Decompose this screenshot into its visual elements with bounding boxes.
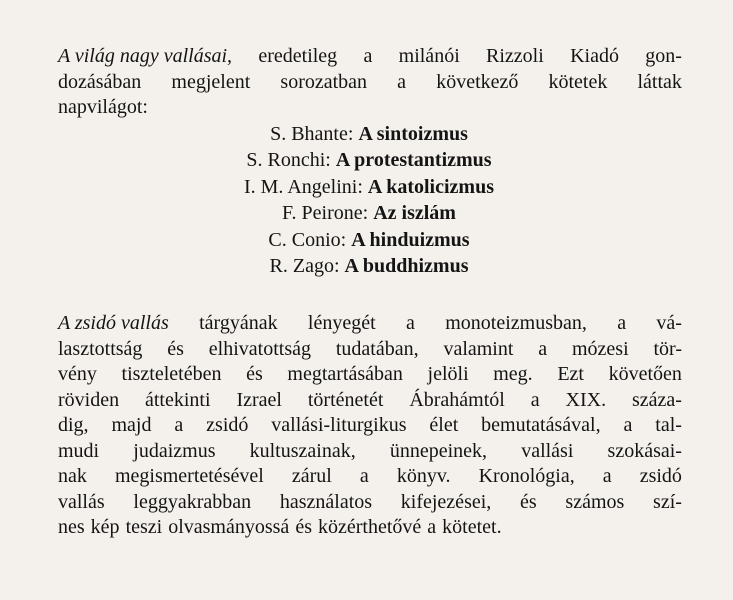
series-author: S. Bhante: (270, 122, 354, 145)
description-line (58, 362, 682, 388)
word: számos (565, 490, 625, 513)
word: történetét (307, 388, 384, 411)
series-entry (56, 253, 682, 280)
word: a (174, 414, 184, 436)
word: lasztottság (58, 337, 143, 360)
word: röviden (58, 388, 120, 411)
intro-line (58, 44, 682, 70)
word: zsidó (639, 465, 682, 487)
description-line (58, 388, 682, 414)
word: milánói (398, 45, 460, 67)
word: zárul (291, 465, 332, 487)
description-line (58, 439, 682, 465)
word: tal- (655, 414, 682, 436)
word: kifejezései, (400, 490, 492, 513)
word: kultuszainak, (249, 439, 356, 462)
word: a (359, 465, 369, 487)
word: a (397, 70, 407, 93)
word: láttak (637, 70, 682, 93)
word: kép (90, 516, 120, 538)
word: leggyakrabban (133, 490, 252, 513)
word: a (617, 312, 627, 334)
word: és (246, 363, 263, 385)
word: bemutatásával, (481, 414, 601, 436)
series-book-title: A sintoizmus (358, 122, 468, 145)
word: Ezt (557, 363, 584, 385)
word: lényegét (307, 312, 376, 334)
word: ünnepeinek, (389, 439, 488, 462)
word: vallás (58, 490, 105, 513)
word: következő (436, 70, 519, 93)
series-author: S. Ronchi: (246, 149, 331, 171)
word: napvilágot: (58, 96, 148, 118)
series-entry (56, 227, 682, 254)
series-author: C. Conio: (268, 228, 347, 251)
word: kötetek (548, 70, 608, 93)
description-line (58, 490, 682, 516)
word: sorozatban (280, 70, 368, 93)
word: száza- (632, 388, 682, 411)
series-entry (56, 147, 682, 174)
word: Ábrahámtól (409, 388, 505, 411)
word: Izrael (236, 388, 282, 411)
word: nak (58, 465, 87, 487)
word: a (363, 45, 373, 67)
word: monoteizmusban, (445, 312, 587, 334)
word: és (520, 490, 537, 513)
word: használatos (279, 490, 373, 513)
word: meg. (493, 363, 533, 385)
word: vá- (656, 312, 682, 334)
word: szí- (653, 490, 682, 513)
word: a (602, 465, 612, 487)
intro-line (58, 95, 682, 121)
series-list (56, 121, 682, 280)
word: olvasmányossá (168, 516, 290, 538)
word: Rizzoli (486, 45, 544, 67)
word: eredetileg (258, 45, 338, 67)
word: szokásai- (607, 439, 682, 462)
word: elhivatottság (208, 337, 311, 360)
word: Kiadó (570, 45, 619, 67)
description-line (58, 464, 682, 490)
word: tiszteletében (121, 363, 222, 385)
word: megtartásában (287, 363, 403, 385)
series-entry (56, 121, 682, 148)
word: vallási (521, 439, 574, 462)
word: megjelent (171, 70, 251, 93)
word: megismertetésével (114, 465, 264, 487)
word: követően (608, 363, 682, 385)
word: nes (58, 516, 85, 538)
word: és (295, 516, 312, 538)
word: gon- (645, 45, 682, 67)
intro-paragraph (58, 44, 682, 121)
series-book-title: A buddhizmus (344, 255, 469, 277)
description-line (58, 413, 682, 439)
word: a (623, 414, 633, 436)
word: tárgyának (199, 312, 278, 334)
series-author: F. Peirone: (282, 202, 369, 224)
series-book-title: A katolicizmus (367, 175, 494, 198)
word: jelöli (427, 363, 469, 385)
word: a (406, 312, 415, 334)
series-book-title: A hinduizmus (351, 228, 470, 251)
word: kötetet. (442, 516, 502, 538)
intro-line (58, 70, 682, 96)
word: a (530, 388, 540, 411)
series-book-title: A protestantizmus (335, 149, 492, 171)
word: vallási-liturgikus (271, 414, 407, 436)
word: mózesi (572, 337, 629, 360)
word: élet (429, 414, 459, 436)
series-author: R. Zago: (269, 255, 340, 277)
word: és (167, 337, 184, 360)
word: dozásában (58, 70, 142, 93)
description-paragraph (58, 311, 682, 541)
word: zsidó (206, 414, 249, 436)
series-entry (56, 174, 682, 201)
description-line (58, 515, 682, 541)
word: majd (111, 414, 152, 436)
word: dig, (58, 414, 89, 436)
word: vény (58, 363, 97, 385)
series-entry (56, 200, 682, 227)
description-line (58, 311, 682, 337)
word: közérthetővé (317, 516, 422, 538)
word: a (538, 337, 548, 360)
word: Kronológia, (478, 465, 575, 487)
word: valamint (443, 337, 514, 360)
word: judaizmus (133, 439, 216, 462)
book-page (58, 44, 682, 538)
word: a (427, 516, 437, 538)
word: tudatában, (335, 337, 419, 360)
description-line (58, 337, 682, 363)
book-title-italic: A zsidó vallás (58, 312, 169, 334)
series-book-title: Az iszlám (373, 202, 456, 224)
series-author: I. M. Angelini: (243, 175, 363, 198)
word: áttekinti (145, 388, 211, 411)
word: XIX. (565, 388, 607, 411)
word: mudi (58, 439, 100, 462)
word: teszi (125, 516, 163, 538)
word: könyv. (396, 465, 451, 487)
word: tör- (653, 337, 682, 360)
series-title-italic: A világ nagy vallásai, (58, 45, 233, 67)
